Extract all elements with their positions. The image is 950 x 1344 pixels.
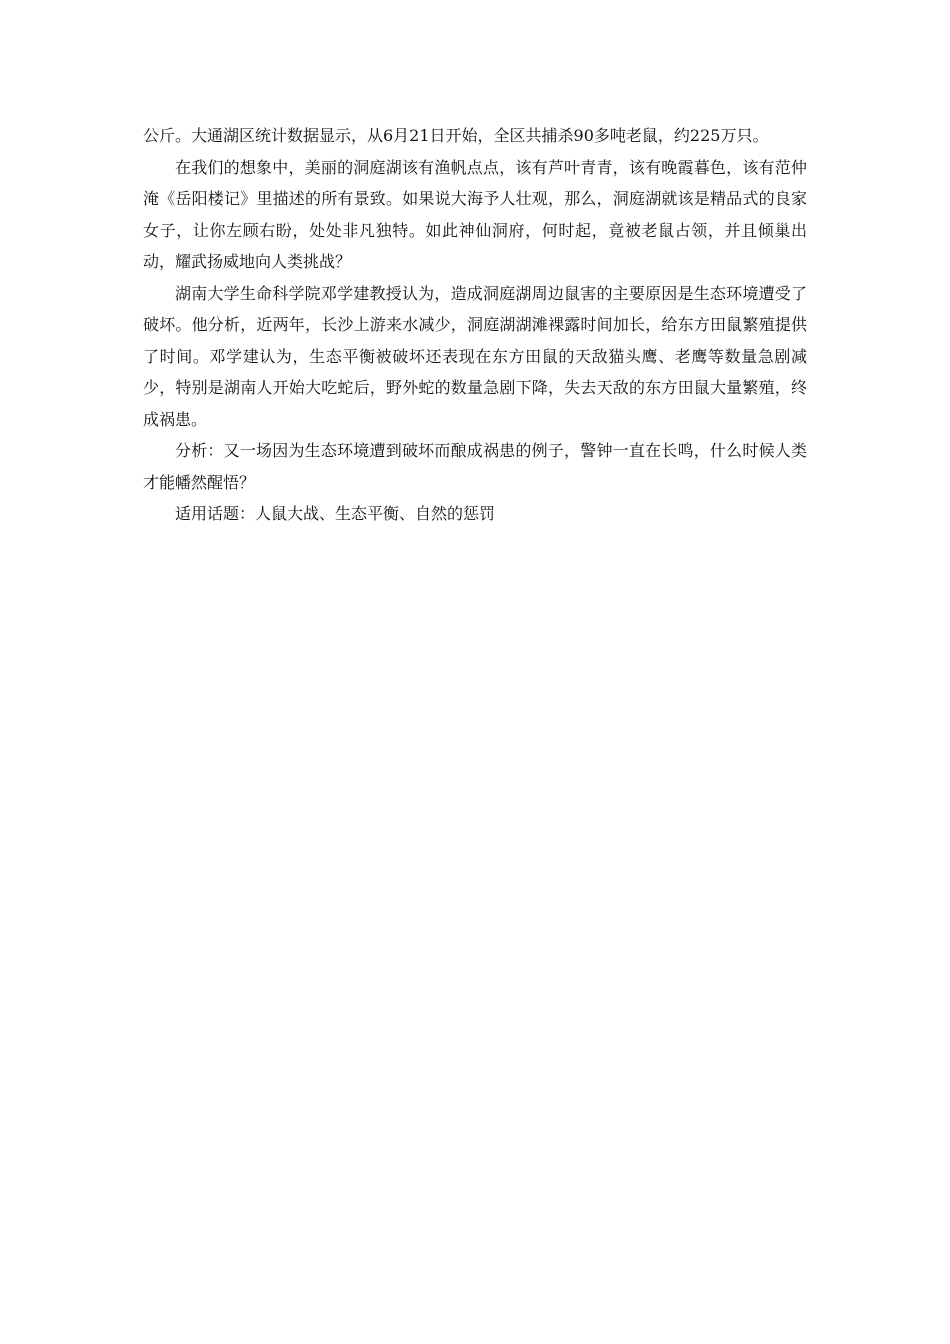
- paragraph-topics: 适用话题：人鼠大战、生态平衡、自然的惩罚: [175, 504, 496, 523]
- paragraph-commentary: 分析：又一场因为生态环境遭到破坏而酿成祸患的例子，警钟一直在长鸣，什么时候人类才能幡然醒悟？: [143, 441, 807, 492]
- paragraph-expert-analysis: 湖南大学生命科学院邓学建教授认为，造成洞庭湖周边鼠害的主要原因是生态环境遭受了破坏。他分析，近两年，长沙上游来水减少，洞庭湖湖滩裸露时间加长，给东方田鼠繁殖提供了时间。邓学建认为，生态平衡被破坏还表现在东方田鼠的天敌猫头鹰、老鹰等数量急剧减少，特别是湖南人开始大吃蛇后，野外蛇的数量急剧下降，失去天敌的东方田鼠大量繁殖，终成祸患。: [143, 283, 807, 429]
- paragraph-dongting-imagery: 在我们的想象中，美丽的洞庭湖该有渔帆点点，该有芦叶青青，该有晚霞暮色，该有范仲淹《岳阳楼记》里描述的所有景致。如果说大海予人壮观，那么，洞庭湖就该是精品式的良家女子，让你左顾右盼，处处非凡独特。如此神仙洞府，何时起，竟被老鼠占领，并且倾巢出动，耀武扬威地向人类挑战？: [143, 157, 807, 271]
- paragraph-continuation: 公斤。大通湖区统计数据显示，从6月21日开始，全区共捕杀90多吨老鼠，约225万只。: [143, 126, 769, 145]
- document-body: [143, 120, 807, 530]
